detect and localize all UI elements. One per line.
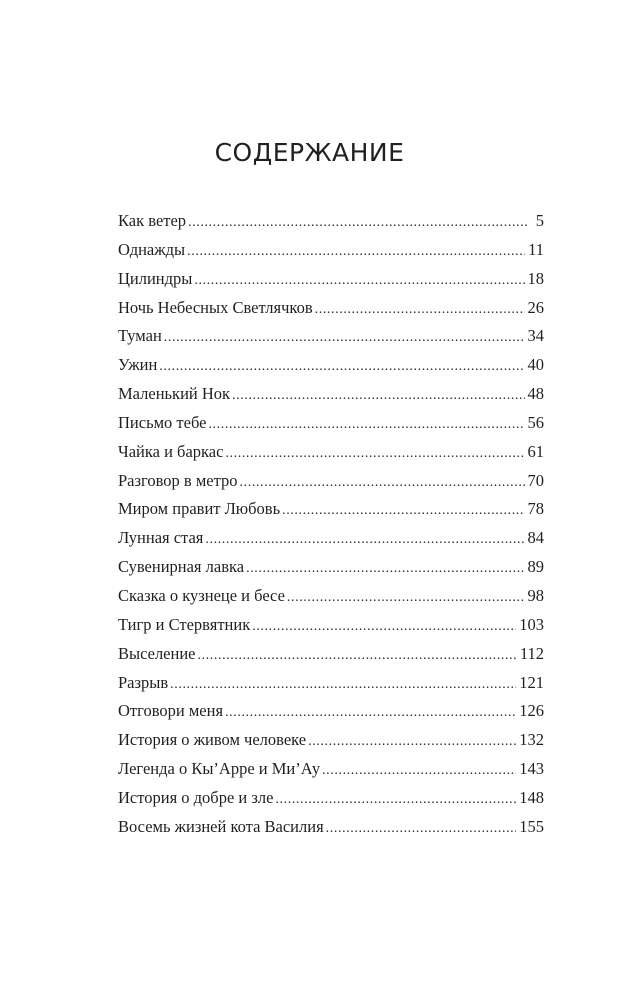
toc-entry bbox=[118, 467, 544, 496]
dot-leader bbox=[225, 699, 516, 728]
dot-leader bbox=[164, 324, 525, 353]
toc-entry-title: Легенда о Кы’Арре и Ми’Ау bbox=[118, 759, 321, 779]
dot-leader bbox=[322, 757, 516, 786]
toc-entry bbox=[118, 755, 544, 784]
toc-entry-title: Лунная стая bbox=[118, 528, 204, 548]
toc-entry-title: Тигр и Стервятник bbox=[118, 614, 251, 634]
dot-leader bbox=[275, 786, 516, 815]
dot-leader bbox=[194, 267, 524, 296]
toc-entry-page-number: 103 bbox=[519, 614, 544, 634]
toc-entry-title: Маленький Нок bbox=[118, 384, 231, 404]
toc-entry-title: История о добре и зле bbox=[118, 787, 274, 807]
toc-entry-title: Сувенирная лавка bbox=[118, 557, 245, 577]
table-of-contents bbox=[118, 207, 544, 842]
toc-entry-title: Цилиндры bbox=[118, 268, 193, 288]
toc-entry-title: Отговори меня bbox=[118, 701, 224, 721]
toc-entry bbox=[118, 524, 544, 553]
toc-entry bbox=[118, 322, 544, 351]
toc-entry-page-number: 48 bbox=[527, 384, 544, 404]
dot-leader bbox=[246, 555, 524, 584]
toc-entry-page-number: 70 bbox=[527, 470, 544, 490]
toc-entry bbox=[118, 784, 544, 813]
toc-entry-title: Ужин bbox=[118, 355, 158, 375]
page-title: СОДЕРЖАНИЕ bbox=[214, 138, 405, 167]
toc-entry bbox=[118, 697, 544, 726]
dot-leader bbox=[308, 728, 516, 757]
toc-entry bbox=[118, 726, 544, 755]
dot-leader bbox=[287, 584, 525, 613]
dot-leader bbox=[326, 815, 517, 844]
toc-entry-title: Выселение bbox=[118, 643, 196, 663]
toc-entry-page-number: 98 bbox=[527, 585, 544, 605]
dot-leader bbox=[225, 440, 524, 469]
toc-entry-page-number: 143 bbox=[519, 759, 544, 779]
toc-entry-page-number: 61 bbox=[527, 441, 544, 461]
toc-entry-page-number: 5 bbox=[535, 211, 544, 230]
toc-entry-title: История о живом человеке bbox=[118, 730, 307, 750]
toc-entry-page-number: 34 bbox=[527, 326, 544, 346]
toc-entry-page-number: 11 bbox=[528, 239, 544, 259]
toc-entry bbox=[118, 236, 544, 265]
toc-entry-page-number: 112 bbox=[519, 643, 544, 663]
toc-entry-title: Разрыв bbox=[118, 672, 169, 692]
toc-entry bbox=[118, 640, 544, 669]
dot-leader bbox=[170, 671, 516, 700]
dot-leader bbox=[282, 497, 524, 526]
dot-leader bbox=[315, 296, 525, 325]
toc-entry-page-number: 40 bbox=[527, 355, 544, 375]
toc-entry-page-number: 126 bbox=[519, 701, 544, 721]
toc-entry bbox=[118, 207, 544, 236]
toc-entry bbox=[118, 669, 544, 698]
dot-leader bbox=[205, 526, 524, 555]
toc-entry-page-number: 148 bbox=[519, 787, 544, 807]
dot-leader bbox=[187, 238, 525, 267]
dot-leader bbox=[197, 642, 516, 671]
toc-entry-title: Разговор в метро bbox=[118, 470, 238, 490]
toc-entry bbox=[118, 380, 544, 409]
toc-entry bbox=[118, 813, 544, 842]
toc-entry-page-number: 121 bbox=[519, 672, 544, 692]
toc-entry-page-number: 84 bbox=[527, 528, 544, 548]
dot-leader bbox=[208, 411, 524, 440]
toc-entry bbox=[118, 409, 544, 438]
toc-entry-page-number: 18 bbox=[527, 268, 544, 288]
toc-entry-page-number: 132 bbox=[519, 730, 544, 750]
toc-entry-page-number: 26 bbox=[527, 297, 544, 317]
dot-leader bbox=[188, 209, 527, 238]
dot-leader bbox=[232, 382, 524, 411]
toc-entry-title: Туман bbox=[118, 326, 162, 346]
toc-entry-title: Сказка о кузнеце и бесе bbox=[118, 585, 285, 605]
toc-entry bbox=[118, 553, 544, 582]
toc-entry-title: Как ветер bbox=[118, 211, 187, 230]
toc-entry-page-number: 78 bbox=[527, 499, 544, 519]
dot-leader bbox=[159, 353, 524, 382]
toc-entry-page-number: 155 bbox=[519, 816, 544, 836]
toc-entry-title: Однажды bbox=[118, 239, 186, 259]
toc-entry bbox=[118, 582, 544, 611]
toc-entry bbox=[118, 351, 544, 380]
toc-entry bbox=[118, 294, 544, 323]
toc-entry-page-number: 89 bbox=[527, 557, 544, 577]
toc-entry bbox=[118, 495, 544, 524]
toc-entry-title: Ночь Небесных Светлячков bbox=[118, 297, 313, 317]
toc-entry-title: Чайка и баркас bbox=[118, 441, 224, 461]
toc-entry-title: Миром правит Любовь bbox=[118, 499, 281, 519]
dot-leader bbox=[240, 469, 525, 498]
dot-leader bbox=[252, 613, 516, 642]
toc-entry-page-number: 56 bbox=[527, 412, 544, 432]
toc-entry bbox=[118, 611, 544, 640]
toc-entry-title: Восемь жизней кота Василия bbox=[118, 816, 324, 836]
toc-entry-title: Письмо тебе bbox=[118, 412, 207, 432]
toc-entry bbox=[118, 265, 544, 294]
toc-entry bbox=[118, 438, 544, 467]
